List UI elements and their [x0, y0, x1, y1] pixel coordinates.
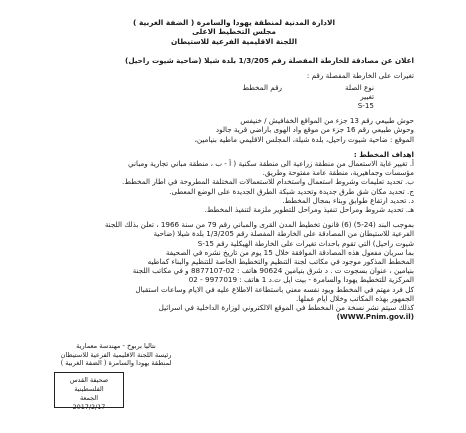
table-row: [62, 92, 374, 101]
table-row: [62, 101, 374, 110]
body-line: كذلك سيتم نشر نسخة من المخطط في الموقع الالكتروني لوزارة الداخلية في اسرائيل: [158, 303, 414, 313]
stamp-date: 2017/2/17: [72, 403, 106, 411]
table-cell-plan: [222, 101, 282, 110]
goal-item: ج. تحديد مكان شق طرق جديدة وتحديد شبكة الطرق الجديدة على الوضع المعطى.: [169, 186, 414, 196]
table-cell-relation: تغيير: [360, 91, 374, 101]
body-line: شيوت راحيل) التي تقوم باحداث تغيرات على الخارطة الهيكلية رقم S-15: [197, 238, 414, 248]
body-line: الفرعية للاستيطان من المصادقة على الخارطة المفصلة رقم 1/3/205 بلدة شيلا (ضاحية: [153, 229, 414, 239]
newspaper-stamp: [54, 372, 124, 411]
stamp-day: الجمعة: [79, 394, 99, 402]
goal-item: هـ. تحديد شروط ومراحل تنفيذ ومراحل للتطوير ملزمة لتنفيذ المخطط.: [204, 205, 414, 215]
body-line: كل فرد مهتم في المخطط ويود نفسه معني باستطاعة الاطلاع عليه في الايام وساعات استقبال: [135, 284, 414, 294]
body-line: بما سريان مفعول هذه المصادقة الموافقة خلال 15 يوم من تاريخ نشره في الصحيفة: [165, 247, 414, 257]
signatory-region: لمنطقة يهودا والسامرة ( الضفة الغربية ): [60, 359, 172, 368]
table-col-relation: نوع الصلة: [345, 82, 374, 92]
goal-item: مؤسسات وجماهيرية، منطقة عامة مفتوحة وطريق.: [262, 168, 414, 178]
parcel-line: حوش طبيعي رقم 13 جزء من المواقع الخفافيش / خنيفس: [240, 116, 414, 126]
changes-heading: تغيرات على الخارطة المفصلة رقم :: [306, 71, 414, 81]
body-line: المخطط المذكور موجود في مكاتب لجنة التنظيم والتخطيط الخاصة للتنظيم والبناء كماطيه: [147, 257, 414, 267]
announcement-title: اعلان عن مصادقة للخارطة المفصلة رقم 1/3/205 بلدة شيلا (ضاحية شيوت راحيل): [125, 56, 414, 66]
table-cell-relation: S-15: [357, 101, 374, 111]
table-header-row: [62, 83, 374, 92]
body-line: بنيامين ، عنوان بسجوت ت . د شرق بنيامين 90624 هاتف : 02-8877107 و في مكاتب اللجنة: [132, 266, 414, 276]
signatory-name: نتاليا بربوخ - مهندسة معمارية: [76, 342, 156, 350]
website-link[interactable]: (WWW.Pnim.gov.il): [336, 312, 414, 322]
goal-item: د. تحديد ارتفاع طوابق وبناء بمجال المخطط.: [282, 195, 414, 205]
goals-list: [62, 159, 414, 214]
stamp-paper: صحيفة القدس الفلسطينية: [69, 376, 109, 393]
announcement-document: [42, 12, 426, 420]
location-line: الموقع : ضاحية شيوت راحيل، بلدة شيلة، المجلس الاقليمي ماطيه بنيامين،: [194, 134, 414, 144]
signature-block: [56, 342, 176, 368]
header-council: مجلس التخطيط الاعلى: [192, 27, 276, 37]
document-header: [42, 18, 426, 46]
body-line: بموجب البند (24-5) (6) قانون تخطيط المدن القرى والمباني رقم 79 من سنة 1966 ، تعلن بذلك اللجنة: [104, 220, 414, 230]
table-cell-plan: [222, 92, 282, 101]
signatory-title: رئيسة اللجنة الاقليمية الفرعية للاستيطان: [60, 350, 172, 359]
body-line: الجمهور بهذه المكاتب وخلال ايام عملها.: [296, 293, 414, 303]
document-page: [38, 10, 430, 424]
header-committee: اللجنة الاقليمية الفرعية للاستيطان: [171, 36, 297, 46]
body-text: [62, 220, 414, 321]
table-col-plan: رقم المخطط: [242, 82, 282, 92]
goal-item: ب. تحديد تعليمات وشروط استعمال واستخدام للاستعمالات المختلفة المطروحة في اطار المخطط.: [122, 177, 414, 187]
body-line: المركزية للتخطيط يهودا والسامرة - بيت ايل ت.د 1 هاتف : 9977019 - 02: [188, 275, 414, 285]
goals-heading: اهداف المخطط :: [353, 149, 414, 159]
goal-item: أ. تغيير غاية الاستعمال من منطقة زراعية الى منطقة سكنية ( أ - ب ، منطقة مباني تجارية ومباني: [128, 159, 414, 169]
header-authority: الادارة المدنية لمنطقة يهودا والسامرة ( الضفة الغربية ): [133, 18, 335, 27]
parcel-line: وحوش طبيعي رقم 16 جزء من موقع واد الهوى باراضي قرية جالود: [215, 125, 414, 135]
changes-table: [62, 83, 374, 111]
